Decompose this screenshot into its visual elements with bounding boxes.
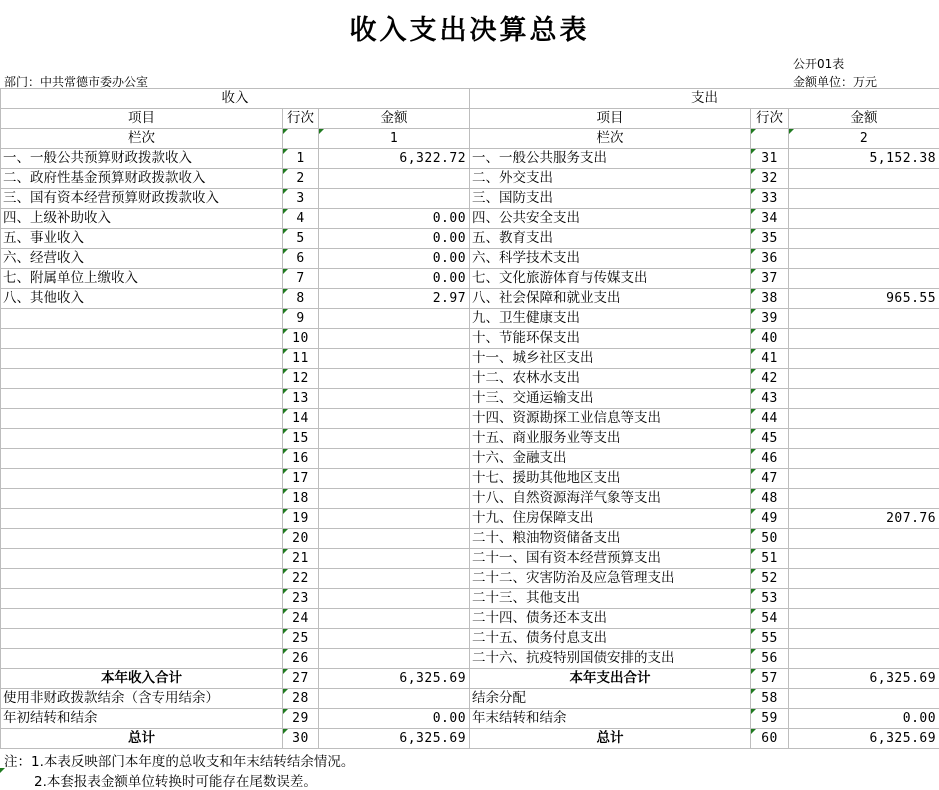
table-row bbox=[1, 309, 939, 329]
expense-line-no: 42 bbox=[751, 369, 789, 389]
income-item bbox=[1, 629, 283, 649]
expense-item: 八、社会保障和就业支出 bbox=[470, 289, 751, 309]
expense-item: 十四、资源勘探工业信息等支出 bbox=[470, 409, 751, 429]
table-row bbox=[1, 629, 939, 649]
expense-amount bbox=[789, 229, 939, 249]
expense-amount: 0.00 bbox=[789, 709, 939, 729]
table-row bbox=[1, 489, 939, 509]
expense-amount: 6,325.69 bbox=[789, 729, 939, 749]
income-header: 收入 bbox=[1, 89, 470, 109]
income-line-no: 4 bbox=[283, 209, 319, 229]
table-row bbox=[1, 229, 939, 249]
income-item bbox=[1, 349, 283, 369]
expense-item: 九、卫生健康支出 bbox=[470, 309, 751, 329]
income-line-no: 25 bbox=[283, 629, 319, 649]
expense-amount bbox=[789, 329, 939, 349]
expense-column-number: 2 bbox=[789, 129, 939, 149]
table-row bbox=[1, 449, 939, 469]
note-line-1: 注：1.本表反映部门本年度的总收支和年末结转结余情况。 bbox=[4, 750, 354, 770]
income-item-header: 项目 bbox=[1, 109, 283, 129]
expense-line-no: 40 bbox=[751, 329, 789, 349]
income-line-no: 26 bbox=[283, 649, 319, 669]
expense-amount bbox=[789, 369, 939, 389]
income-line-no: 1 bbox=[283, 149, 319, 169]
expense-item: 二十、粮油物资储备支出 bbox=[470, 529, 751, 549]
expense-amount bbox=[789, 549, 939, 569]
income-line-no: 18 bbox=[283, 489, 319, 509]
income-line-no: 22 bbox=[283, 569, 319, 589]
income-amount bbox=[319, 509, 470, 529]
income-item: 五、事业收入 bbox=[1, 229, 283, 249]
expense-amount bbox=[789, 649, 939, 669]
expense-amount bbox=[789, 409, 939, 429]
income-line-no: 19 bbox=[283, 509, 319, 529]
income-line-no: 10 bbox=[283, 329, 319, 349]
expense-line-no: 45 bbox=[751, 429, 789, 449]
income-item: 使用非财政拨款结余（含专用结余） bbox=[1, 689, 283, 709]
table-row bbox=[1, 689, 939, 709]
expense-item: 十、节能环保支出 bbox=[470, 329, 751, 349]
table-row bbox=[1, 349, 939, 369]
department-label: 部门：中共常德市委办公室 bbox=[4, 73, 148, 90]
expense-amount bbox=[789, 609, 939, 629]
expense-amount: 5,152.38 bbox=[789, 149, 939, 169]
expense-amount bbox=[789, 429, 939, 449]
expense-amount: 965.55 bbox=[789, 289, 939, 309]
expense-amount bbox=[789, 529, 939, 549]
expense-item: 十五、商业服务业等支出 bbox=[470, 429, 751, 449]
table-row bbox=[1, 329, 939, 349]
expense-amount bbox=[789, 309, 939, 329]
income-item: 总计 bbox=[1, 729, 283, 749]
expense-line-no: 47 bbox=[751, 469, 789, 489]
expense-item: 七、文化旅游体育与传媒支出 bbox=[470, 269, 751, 289]
income-amount: 0.00 bbox=[319, 229, 470, 249]
table-row bbox=[1, 209, 939, 229]
income-item bbox=[1, 369, 283, 389]
unit-label: 金额单位：万元 bbox=[793, 73, 877, 90]
expense-line-no: 31 bbox=[751, 149, 789, 169]
expense-line-no: 41 bbox=[751, 349, 789, 369]
expense-header: 支出 bbox=[470, 89, 939, 109]
expense-item: 二十六、抗疫特别国债安排的支出 bbox=[470, 649, 751, 669]
expense-amount bbox=[789, 489, 939, 509]
income-item: 一、一般公共预算财政拨款收入 bbox=[1, 149, 283, 169]
expense-line-no: 36 bbox=[751, 249, 789, 269]
income-amount bbox=[319, 189, 470, 209]
table-row bbox=[1, 649, 939, 669]
expense-item: 十二、农林水支出 bbox=[470, 369, 751, 389]
income-item: 本年收入合计 bbox=[1, 669, 283, 689]
income-amount bbox=[319, 609, 470, 629]
expense-item: 六、科学技术支出 bbox=[470, 249, 751, 269]
expense-line-no: 52 bbox=[751, 569, 789, 589]
income-amount: 0.00 bbox=[319, 269, 470, 289]
expense-line-no: 60 bbox=[751, 729, 789, 749]
income-item bbox=[1, 389, 283, 409]
expense-line-no: 58 bbox=[751, 689, 789, 709]
income-amount bbox=[319, 689, 470, 709]
expense-line-no: 44 bbox=[751, 409, 789, 429]
expense-item: 本年支出合计 bbox=[470, 669, 751, 689]
income-amount: 0.00 bbox=[319, 209, 470, 229]
income-column-label-line bbox=[283, 129, 319, 149]
expense-line-no: 48 bbox=[751, 489, 789, 509]
table-row bbox=[1, 289, 939, 309]
income-line-no: 23 bbox=[283, 589, 319, 609]
income-item bbox=[1, 609, 283, 629]
income-line-no: 2 bbox=[283, 169, 319, 189]
form-number: 公开01表 bbox=[793, 55, 844, 72]
expense-item: 十六、金融支出 bbox=[470, 449, 751, 469]
income-line-no: 28 bbox=[283, 689, 319, 709]
expense-line-no: 46 bbox=[751, 449, 789, 469]
table-row bbox=[1, 169, 939, 189]
income-item bbox=[1, 549, 283, 569]
expense-column-label: 栏次 bbox=[470, 129, 751, 149]
income-amount bbox=[319, 529, 470, 549]
income-item bbox=[1, 589, 283, 609]
table-row bbox=[1, 569, 939, 589]
expense-amount bbox=[789, 189, 939, 209]
expense-item: 二十二、灾害防治及应急管理支出 bbox=[470, 569, 751, 589]
table-row bbox=[1, 509, 939, 529]
expense-amount bbox=[789, 589, 939, 609]
table-row bbox=[1, 469, 939, 489]
expense-item: 四、公共安全支出 bbox=[470, 209, 751, 229]
income-line-no: 16 bbox=[283, 449, 319, 469]
income-item: 二、政府性基金预算财政拨款收入 bbox=[1, 169, 283, 189]
table-row bbox=[1, 269, 939, 289]
expense-item: 年末结转和结余 bbox=[470, 709, 751, 729]
income-item bbox=[1, 529, 283, 549]
note-line-2: 2.本套报表金额单位转换时可能存在尾数误差。 bbox=[34, 770, 317, 790]
table-row bbox=[1, 589, 939, 609]
income-line-no: 6 bbox=[283, 249, 319, 269]
expense-amount bbox=[789, 629, 939, 649]
income-line-no: 24 bbox=[283, 609, 319, 629]
income-amount bbox=[319, 329, 470, 349]
income-amount bbox=[319, 449, 470, 469]
expense-column-label-line bbox=[751, 129, 789, 149]
income-amount: 0.00 bbox=[319, 709, 470, 729]
income-amount bbox=[319, 369, 470, 389]
income-amount bbox=[319, 409, 470, 429]
table-row bbox=[1, 249, 939, 269]
table-row bbox=[1, 549, 939, 569]
expense-line-no: 57 bbox=[751, 669, 789, 689]
income-item: 六、经营收入 bbox=[1, 249, 283, 269]
expense-item: 结余分配 bbox=[470, 689, 751, 709]
expense-line-no: 37 bbox=[751, 269, 789, 289]
income-line-no: 12 bbox=[283, 369, 319, 389]
income-item bbox=[1, 649, 283, 669]
income-amount bbox=[319, 429, 470, 449]
income-item: 七、附属单位上缴收入 bbox=[1, 269, 283, 289]
income-item: 三、国有资本经营预算财政拨款收入 bbox=[1, 189, 283, 209]
expense-amount bbox=[789, 349, 939, 369]
income-item: 八、其他收入 bbox=[1, 289, 283, 309]
income-item: 年初结转和结余 bbox=[1, 709, 283, 729]
report-title: 收入支出决算总表 bbox=[0, 8, 939, 47]
income-line-no: 8 bbox=[283, 289, 319, 309]
expense-amount bbox=[789, 169, 939, 189]
expense-item: 五、教育支出 bbox=[470, 229, 751, 249]
subtotal-row bbox=[1, 669, 939, 689]
income-amount bbox=[319, 309, 470, 329]
table-row bbox=[1, 389, 939, 409]
income-amount: 6,325.69 bbox=[319, 669, 470, 689]
expense-line-no: 53 bbox=[751, 589, 789, 609]
income-item bbox=[1, 469, 283, 489]
expense-amount bbox=[789, 689, 939, 709]
expense-item: 二十一、国有资本经营预算支出 bbox=[470, 549, 751, 569]
income-column-label: 栏次 bbox=[1, 129, 283, 149]
expense-item: 三、国防支出 bbox=[470, 189, 751, 209]
expense-item: 二、外交支出 bbox=[470, 169, 751, 189]
income-line-no: 3 bbox=[283, 189, 319, 209]
budget-summary-table bbox=[0, 88, 939, 749]
expense-line-no: 51 bbox=[751, 549, 789, 569]
expense-item: 二十四、债务还本支出 bbox=[470, 609, 751, 629]
income-amount bbox=[319, 389, 470, 409]
expense-amount: 6,325.69 bbox=[789, 669, 939, 689]
table-row bbox=[1, 149, 939, 169]
income-line-no: 29 bbox=[283, 709, 319, 729]
income-item bbox=[1, 509, 283, 529]
income-line-no: 7 bbox=[283, 269, 319, 289]
table-row bbox=[1, 409, 939, 429]
expense-line-no: 34 bbox=[751, 209, 789, 229]
income-line-no: 13 bbox=[283, 389, 319, 409]
income-item bbox=[1, 489, 283, 509]
income-item bbox=[1, 449, 283, 469]
income-amount bbox=[319, 169, 470, 189]
expense-item: 十七、援助其他地区支出 bbox=[470, 469, 751, 489]
expense-line-header: 行次 bbox=[751, 109, 789, 129]
expense-line-no: 55 bbox=[751, 629, 789, 649]
expense-amount: 207.76 bbox=[789, 509, 939, 529]
expense-amount bbox=[789, 269, 939, 289]
income-line-no: 27 bbox=[283, 669, 319, 689]
expense-item: 十一、城乡社区支出 bbox=[470, 349, 751, 369]
income-amount bbox=[319, 649, 470, 669]
income-amount bbox=[319, 629, 470, 649]
table-row bbox=[1, 609, 939, 629]
expense-line-no: 50 bbox=[751, 529, 789, 549]
income-line-no: 30 bbox=[283, 729, 319, 749]
income-amount bbox=[319, 469, 470, 489]
income-amount: 2.97 bbox=[319, 289, 470, 309]
expense-line-no: 54 bbox=[751, 609, 789, 629]
expense-line-no: 33 bbox=[751, 189, 789, 209]
income-item bbox=[1, 329, 283, 349]
income-line-no: 5 bbox=[283, 229, 319, 249]
expense-item: 十八、自然资源海洋气象等支出 bbox=[470, 489, 751, 509]
expense-line-no: 38 bbox=[751, 289, 789, 309]
expense-item-header: 项目 bbox=[470, 109, 751, 129]
income-item bbox=[1, 309, 283, 329]
income-line-no: 9 bbox=[283, 309, 319, 329]
income-line-no: 17 bbox=[283, 469, 319, 489]
expense-line-no: 35 bbox=[751, 229, 789, 249]
expense-amount bbox=[789, 389, 939, 409]
income-amount bbox=[319, 349, 470, 369]
income-column-number: 1 bbox=[319, 129, 470, 149]
expense-amount-header: 金额 bbox=[789, 109, 939, 129]
expense-line-no: 39 bbox=[751, 309, 789, 329]
expense-line-no: 32 bbox=[751, 169, 789, 189]
expense-amount bbox=[789, 569, 939, 589]
expense-amount bbox=[789, 249, 939, 269]
income-amount-header: 金额 bbox=[319, 109, 470, 129]
expense-amount bbox=[789, 209, 939, 229]
expense-item: 一、一般公共服务支出 bbox=[470, 149, 751, 169]
income-line-no: 11 bbox=[283, 349, 319, 369]
total-row bbox=[1, 729, 939, 749]
expense-item: 十三、交通运输支出 bbox=[470, 389, 751, 409]
table-row bbox=[1, 429, 939, 449]
expense-item: 二十三、其他支出 bbox=[470, 589, 751, 609]
income-amount bbox=[319, 589, 470, 609]
income-line-no: 20 bbox=[283, 529, 319, 549]
note-marker bbox=[0, 768, 6, 774]
table-row bbox=[1, 709, 939, 729]
income-amount bbox=[319, 569, 470, 589]
income-amount bbox=[319, 549, 470, 569]
income-line-no: 15 bbox=[283, 429, 319, 449]
expense-line-no: 59 bbox=[751, 709, 789, 729]
expense-line-no: 56 bbox=[751, 649, 789, 669]
income-line-no: 21 bbox=[283, 549, 319, 569]
income-amount: 0.00 bbox=[319, 249, 470, 269]
expense-item: 十九、住房保障支出 bbox=[470, 509, 751, 529]
income-amount bbox=[319, 489, 470, 509]
expense-item: 总计 bbox=[470, 729, 751, 749]
table-row bbox=[1, 529, 939, 549]
expense-amount bbox=[789, 469, 939, 489]
expense-line-no: 43 bbox=[751, 389, 789, 409]
expense-amount bbox=[789, 449, 939, 469]
income-line-no: 14 bbox=[283, 409, 319, 429]
income-line-header: 行次 bbox=[283, 109, 319, 129]
table-row bbox=[1, 369, 939, 389]
income-item: 四、上级补助收入 bbox=[1, 209, 283, 229]
table-row bbox=[1, 189, 939, 209]
income-amount: 6,325.69 bbox=[319, 729, 470, 749]
income-item bbox=[1, 409, 283, 429]
income-item bbox=[1, 569, 283, 589]
income-amount: 6,322.72 bbox=[319, 149, 470, 169]
expense-line-no: 49 bbox=[751, 509, 789, 529]
income-item bbox=[1, 429, 283, 449]
expense-item: 二十五、债务付息支出 bbox=[470, 629, 751, 649]
